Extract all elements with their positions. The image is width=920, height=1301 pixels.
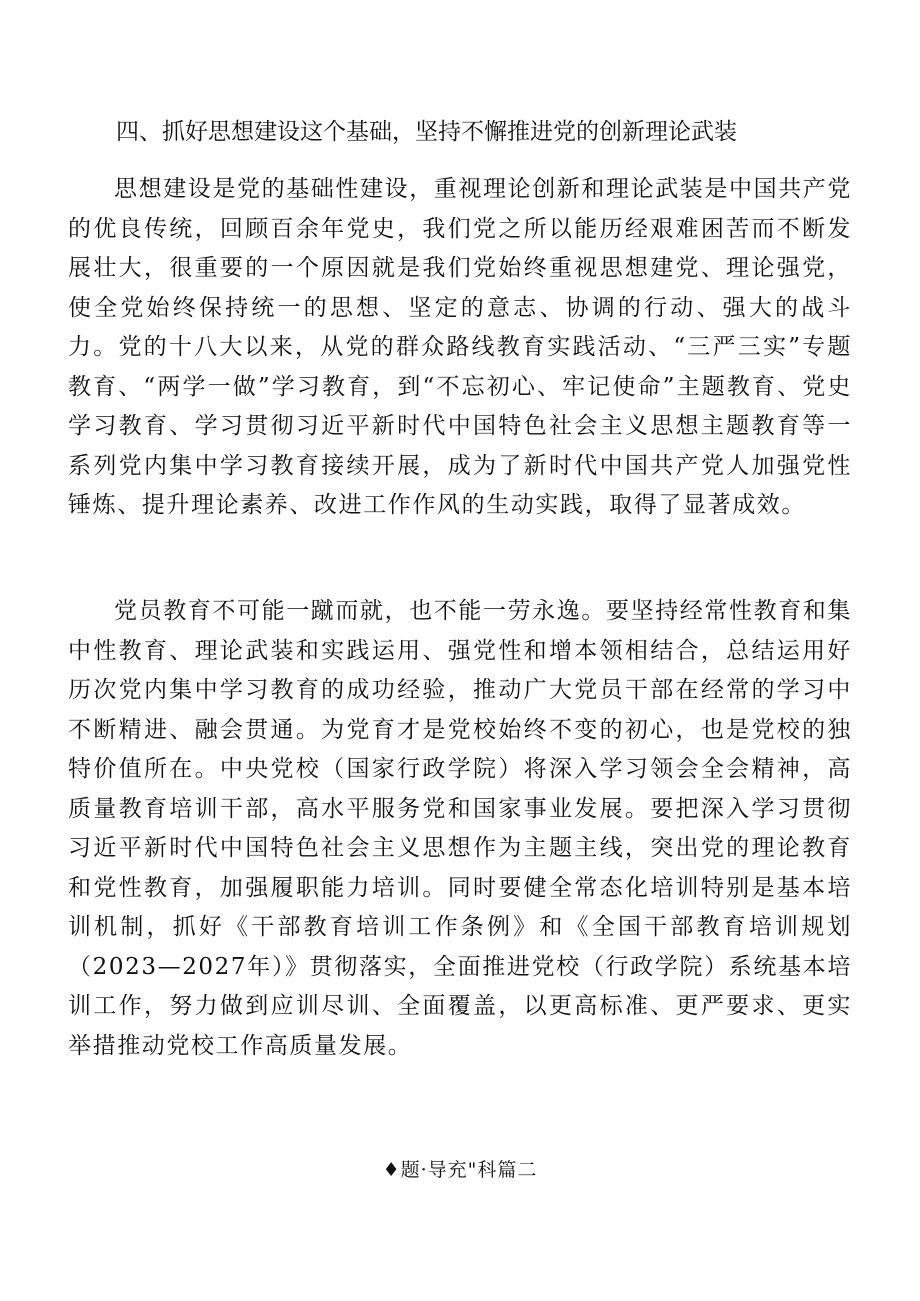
page-footer: ♦题·导充"科篇二 [382, 1159, 538, 1181]
body-paragraph-2: 党员教育不可能一蹴而就，也不能一劳永逸。要坚持经常性教育和集中性教育、理论武装和实践运用、强党性和增本领相结合，总结运用好历次党内集中学习教育的成功经验，推动广大党员干部在经常的学习中不断精进、融会贯通。为党育才是党校始终不变的初心，也是党校的独特价值所在。中央党校（国家行政学院）将深入学习领会全会精神，高质量教育培训干部，高水平服务党和国家事业发展。要把深入学习贯彻习近平新时代中国特色社会主义思想作为主题主线，突出党的理论教育和党性教育，加强履职能力培训。同时要健全常态化培训特别是基本培训机制，抓好《干部教育培训工作条例》和《全国干部教育培训规划（2023—2027年）》贯彻落实，全面推进党校（行政学院）系统基本培训工作，努力做到应训尽训、全面覆盖，以更高标准、更严要求、更实举措推动党校工作高质量发展。 [68, 598, 852, 1059]
body-paragraph-1: 思想建设是党的基础性建设，重视理论创新和理论武装是中国共产党的优良传统，回顾百余年党史，我们党之所以能历经艰难困苦而不断发展壮大，很重要的一个原因就是我们党始终重视思想建党、理论强党，使全党始终保持统一的思想、坚定的意志、协调的行动、强大的战斗力。党的十八大以来，从党的群众路线教育实践活动、“三严三实”专题教育、“两学一做”学习教育，到“不忘初心、牢记使命”主题教育、党史学习教育、学习贯彻习近平新时代中国特色社会主义思想主题教育等一系列党内集中学习教育接续开展，成为了新时代中国共产党人加强党性锤炼、提升理论素养、改进工作作风的生动实践，取得了显著成效。 [68, 176, 852, 518]
section-heading: 四、抓好思想建设这个基础，坚持不懈推进党的创新理论武装 [116, 119, 737, 145]
